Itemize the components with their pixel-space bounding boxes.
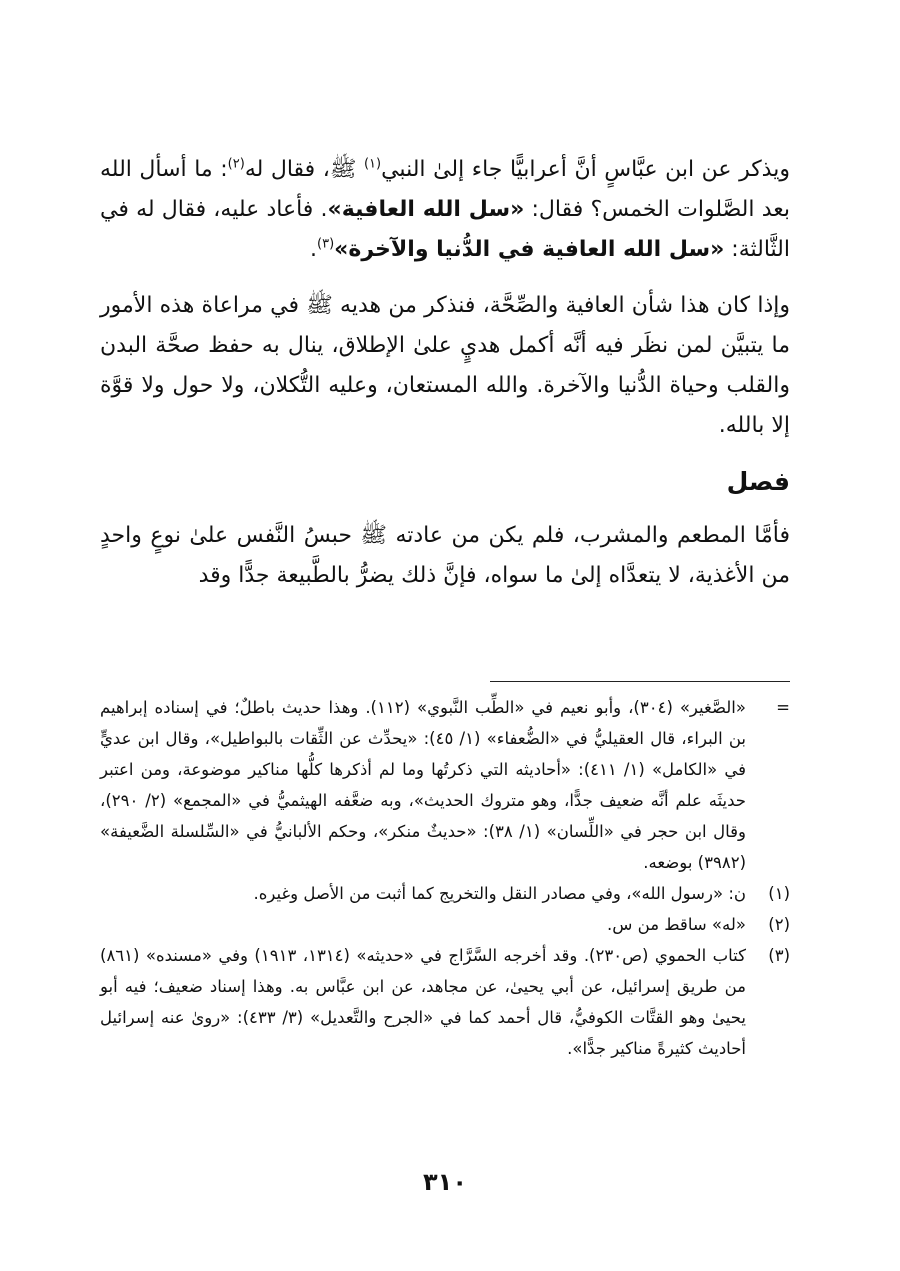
main-text: [100, 150, 790, 604]
footnote-2: [100, 909, 790, 940]
footnote-text: كتاب الحموي (ص٢٣٠). وقد أخرجه السَّرَّاج في «حديثه» (١٣١٤، ١٩١٣) وفي «مسنده» (٨٦١) من طريق إسرائيل، عن أبي يحيىٰ، عن مجاهد، عن ابن عبَّاس به. وهذا إسناد ضعيف؛ فيه أبو يحيىٰ وهو القتَّات الكوفيُّ، قال أحمد كما في «الجرح والتَّعديل» (٣/ ٤٣٣): «روىٰ عنه إسرائيل أحاديث كثيرةً مناكير جدًّا».: [100, 946, 746, 1058]
paragraph-1-part-d: . فأعاد عليه، فقال له في الثَّالثة:: [100, 197, 790, 262]
footnote-text: «الصَّغير» (٣٠٤)، وأبو نعيم في «الطِّب النَّبوي» (١١٢). وهذا حديث باطلٌ؛ في إسناده إبراهيم بن البراء، قال العقيليُّ في «الضُّعفاء» (١/ ٤٥): «يحدِّث عن الثِّقات بالبواطيل»، وقال ابن عديٍّ في «الكامل» (١/ ٤١١): «أحاديثه التي ذكرتُها وما لم أذكرها كلُّها مناكير موضوعة، ومن اعتبر حديثَه علم أنَّه ضعيف جدًّا، وهو متروك الحديث»، وبه ضعَّفه الهيثميُّ في «المجمع» (٢/ ٢٩٠)، وقال ابن حجر في «اللِّسان» (١/ ٣٨): «حديثٌ منكر»، وحكم الألبانيُّ في «السِّلسلة الضَّعيفة» (٣٩٨٢) بوضعه.: [100, 698, 747, 872]
paragraph-1-part-a: ويذكر عن ابن عبَّاسٍ أنَّ أعرابيًّا جاء إلىٰ النبي: [381, 157, 790, 182]
footnote-separator: [490, 681, 790, 682]
footnote-marker: (٢): [768, 915, 790, 934]
paragraph-2: وإذا كان هذا شأن العافية والصِّحَّة، فنذكر من هديه ﷺ في مراعاة هذه الأمور ما يتبيَّن لمن نظَر فيه أنَّه أكمل هديٍ علىٰ الإطلاق، ينال به حفظ صحَّة البدن والقلب وحياة الدُّنيا والآخرة. والله المستعان، وعليه التُّكلان، ولا حول ولا قوَّة إلا بالله.: [100, 293, 790, 438]
section-heading: فصل: [726, 467, 790, 496]
paragraph-1-part-e: .: [310, 237, 318, 262]
footnote-ref-3: (٣): [317, 236, 335, 252]
footnote-ref-2: (٢): [227, 156, 245, 172]
footnote-3: [100, 940, 790, 1064]
footnote-text: ن: «رسول الله»، وفي مصادر النقل والتخريج كما أثبت من الأصل وغيره.: [253, 884, 746, 903]
footnote-continuation: [100, 692, 790, 878]
paragraph-1: [100, 150, 790, 270]
footnote-marker: (٣): [768, 946, 790, 965]
footnote-marker: (١): [768, 884, 790, 903]
page-number: ٣١٠: [423, 1168, 467, 1196]
paragraph-1-part-c: : ما أسأل الله بعد الصَّلوات الخمس؟ فقال:: [100, 157, 790, 222]
footnotes: [100, 692, 790, 1064]
footnote-marker: =: [776, 698, 790, 717]
paragraph-3: فأمَّا المطعم والمشرب، فلم يكن من عادته ﷺ حبسُ النَّفس علىٰ نوعٍ واحدٍ من الأغذية، لا يتعدَّاه إلىٰ ما سواه، فإنَّ ذلك يضرُّ بالطَّبيعة جدًّا وقد: [100, 523, 790, 588]
hadith-quote-1: «سل الله العافية»: [327, 197, 525, 222]
footnote-text: «له» ساقط من س.: [607, 915, 746, 934]
hadith-quote-2: «سل الله العافية في الدُّنيا والآخرة»: [334, 237, 725, 262]
footnote-ref-1: (١): [363, 156, 382, 172]
book-page: [100, 0, 790, 1271]
footnote-1: [100, 878, 790, 909]
paragraph-1-part-b: ﷺ، فقال له: [244, 157, 364, 182]
